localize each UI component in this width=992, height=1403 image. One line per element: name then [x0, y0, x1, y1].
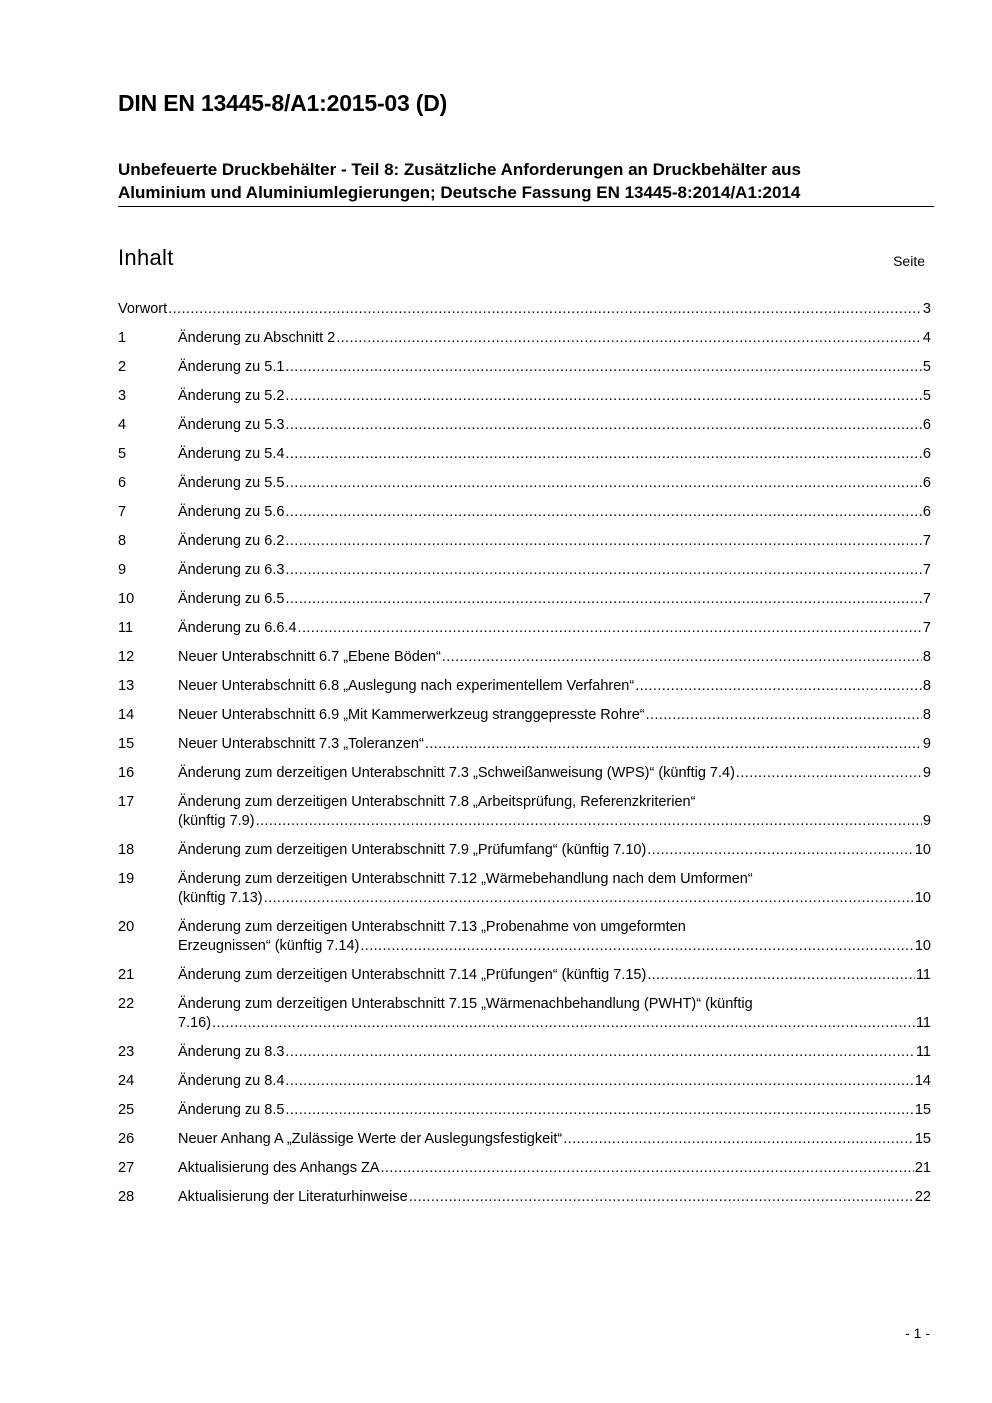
toc-entry-text-continued: (künftig 7.9) [178, 813, 255, 829]
toc-entry-text: Änderung zum derzeitigen Unterabschnitt 7.15 „Wärmenachbehandlung (PWHT)“ (künftig [178, 996, 753, 1012]
toc-entry-page: 6 [922, 475, 931, 491]
leader-dots [285, 532, 922, 551]
toc-entry-text: Änderung zu 8.5 [178, 1102, 285, 1118]
toc-entry[interactable] [118, 1072, 931, 1091]
toc-entry-vorwort[interactable] [118, 300, 931, 319]
toc-entry[interactable] [118, 1159, 931, 1178]
toc-entry-text: Änderung zum derzeitigen Unterabschnitt 7.12 „Wärmebehandlung nach dem Umformen“ [178, 871, 753, 887]
toc-entry-text: Aktualisierung des Anhangs ZA [178, 1160, 380, 1176]
toc-entry-number: 16 [118, 765, 135, 781]
toc-entry-page: 9 [922, 765, 931, 781]
toc-entry-page: 10 [914, 890, 931, 906]
toc-entry-text: Neuer Unterabschnitt 6.9 „Mit Kammerwerkzeug stranggepresste Rohre“ [178, 707, 645, 723]
toc-entry-text: Vorwort [118, 301, 168, 317]
toc-entry-text: Änderung zu 5.4 [178, 446, 285, 462]
toc-entry-text-continued: (künftig 7.13) [178, 890, 263, 906]
toc-entry[interactable] [118, 590, 931, 609]
toc-entry[interactable] [118, 764, 931, 783]
leader-dots [646, 706, 922, 725]
toc-entry-number: 19 [118, 871, 135, 887]
toc-entry-number: 11 [118, 620, 134, 636]
toc-entry-number: 20 [118, 919, 135, 935]
toc-entry-number: 23 [118, 1044, 135, 1060]
toc-entry-page: 7 [922, 591, 931, 607]
leader-dots [212, 1014, 915, 1033]
toc-entry-page: 5 [922, 388, 931, 404]
toc-entry-text: Änderung zum derzeitigen Unterabschnitt 7.13 „Probenahme von umgeformten [178, 919, 686, 935]
toc-entry-number: 5 [118, 446, 127, 462]
leader-dots [563, 1130, 914, 1149]
toc-entry-text: Änderung zu 6.6.4 [178, 620, 297, 636]
toc-entry-page: 7 [922, 620, 931, 636]
toc-entry[interactable] [118, 1130, 931, 1149]
leader-dots [285, 503, 922, 522]
toc-entry-number: 21 [118, 967, 135, 983]
subtitle-line: Aluminium und Aluminiumlegierungen; Deutsche Fassung EN 13445-8:2014/A1:2014 [118, 183, 801, 202]
leader-dots [168, 300, 922, 319]
leader-dots [647, 841, 914, 860]
leader-dots [409, 1188, 914, 1207]
toc-entry-number: 2 [118, 359, 127, 375]
leader-dots [647, 966, 915, 985]
toc-entry-page: 10 [914, 842, 931, 858]
toc-entry-page: 21 [914, 1160, 931, 1176]
toc-entry-text: Änderung zu 5.6 [178, 504, 285, 520]
toc-entry-number: 13 [118, 678, 135, 694]
toc-entry-number: 3 [118, 388, 127, 404]
toc-entry-text: Änderung zu 5.2 [178, 388, 285, 404]
toc-entry-page: 15 [914, 1102, 931, 1118]
leader-dots [336, 329, 922, 348]
toc-entry[interactable] [118, 561, 931, 580]
toc-entry-number: 1 [118, 330, 127, 346]
toc-entry-number: 25 [118, 1102, 135, 1118]
toc-entry[interactable] [118, 474, 931, 493]
toc-entry[interactable] [118, 648, 931, 667]
toc-entry-text: Änderung zu 5.1 [178, 359, 285, 375]
toc-entry-page: 9 [922, 736, 931, 752]
toc-entry-number: 10 [118, 591, 135, 607]
toc-entry-number: 12 [118, 649, 135, 665]
toc-entry[interactable] [118, 1188, 931, 1207]
toc-entry-number: 27 [118, 1160, 135, 1176]
toc-entry-text: Neuer Unterabschnitt 6.8 „Auslegung nach experimentellem Verfahren“ [178, 678, 635, 694]
toc-entry[interactable] [118, 793, 931, 831]
toc-entry[interactable] [118, 1043, 931, 1062]
toc-entry-page: 9 [922, 813, 931, 829]
toc-entry-number: 6 [118, 475, 127, 491]
leader-dots [635, 677, 922, 696]
toc-entry-text: Änderung zu Abschnitt 2 [178, 330, 336, 346]
toc-entry[interactable] [118, 918, 931, 956]
toc-entry[interactable] [118, 870, 931, 908]
leader-dots [285, 1043, 915, 1062]
toc-entry-page: 4 [922, 330, 931, 346]
toc-entry-page: 8 [922, 707, 931, 723]
toc-entry[interactable] [118, 706, 931, 725]
subtitle-line: Unbefeuerte Druckbehälter - Teil 8: Zusätzliche Anforderungen an Druckbehälter aus [118, 160, 801, 179]
toc-entry-number: 22 [118, 996, 135, 1012]
toc-entry-page: 8 [922, 678, 931, 694]
toc-entry[interactable] [118, 532, 931, 551]
toc-entry[interactable] [118, 966, 931, 985]
toc-entry-text: Änderung zum derzeitigen Unterabschnitt 7.3 „Schweißanweisung (WPS)“ (künftig 7.4) [178, 765, 735, 781]
leader-dots [285, 1072, 913, 1091]
leader-dots [442, 648, 922, 667]
page-number: - 1 - [905, 1325, 930, 1341]
toc-entry[interactable] [118, 387, 931, 406]
toc-heading: Inhalt [118, 245, 174, 270]
toc-entry-number: 28 [118, 1189, 135, 1205]
toc-entry[interactable] [118, 1101, 931, 1120]
toc-entry-number: 17 [118, 794, 135, 810]
toc-entry-text: Änderung zu 6.3 [178, 562, 285, 578]
toc-entry-page: 11 [915, 1044, 931, 1060]
toc-entry-number: 7 [118, 504, 127, 520]
toc-entry-page: 22 [914, 1189, 931, 1205]
leader-dots [736, 764, 922, 783]
toc-entry[interactable] [118, 503, 931, 522]
toc-entry-number: 18 [118, 842, 135, 858]
toc-entry-page: 11 [915, 967, 931, 983]
toc-entry-page: 3 [922, 301, 931, 317]
toc-entry-number: 4 [118, 417, 127, 433]
toc-entry-text: Änderung zu 6.5 [178, 591, 285, 607]
toc-entry-number: 15 [118, 736, 135, 752]
toc-entry[interactable] [118, 445, 931, 464]
toc-entry[interactable] [118, 619, 931, 638]
toc-entry-text: Neuer Anhang A „Zulässige Werte der Auslegungsfestigkeit“ [178, 1131, 563, 1147]
toc-entry-page: 7 [922, 533, 931, 549]
toc-entry-page: 5 [922, 359, 931, 375]
leader-dots [285, 474, 922, 493]
leader-dots [285, 387, 922, 406]
toc-entry-number: 26 [118, 1131, 135, 1147]
leader-dots [285, 445, 922, 464]
toc-entry[interactable] [118, 358, 931, 377]
toc-entry-text-continued: Erzeugnissen“ (künftig 7.14) [178, 938, 360, 954]
leader-dots [285, 561, 922, 580]
toc-entry-text-continued: 7.16) [178, 1015, 212, 1031]
toc-entry-text: Aktualisierung der Literaturhinweise [178, 1189, 408, 1205]
toc-entry-text: Änderung zu 6.2 [178, 533, 285, 549]
toc-entry[interactable] [118, 677, 931, 696]
toc-entry[interactable] [118, 416, 931, 435]
leader-dots [360, 937, 914, 956]
toc-entry[interactable] [118, 329, 931, 348]
leader-dots [285, 358, 922, 377]
toc-entry-text: Änderung zu 8.3 [178, 1044, 285, 1060]
toc-entry-page: 7 [922, 562, 931, 578]
toc-entry-text: Änderung zu 5.3 [178, 417, 285, 433]
toc-entry-page: 10 [914, 938, 931, 954]
toc-entry-number: 8 [118, 533, 127, 549]
leader-dots [285, 416, 922, 435]
toc-entry-page: 6 [922, 504, 931, 520]
leader-dots [285, 1101, 913, 1120]
toc-entry-text: Änderung zum derzeitigen Unterabschnitt 7.9 „Prüfumfang“ (künftig 7.10) [178, 842, 647, 858]
page-column-label: Seite [893, 253, 925, 269]
leader-dots [381, 1159, 914, 1178]
toc-entry-number: 9 [118, 562, 127, 578]
toc-entry-text: Änderung zum derzeitigen Unterabschnitt 7.14 „Prüfungen“ (künftig 7.15) [178, 967, 647, 983]
toc-entry-text: Änderung zu 5.5 [178, 475, 285, 491]
leader-dots [256, 812, 922, 831]
leader-dots [264, 889, 914, 908]
toc-entry[interactable] [118, 995, 931, 1033]
document-subtitle [118, 158, 934, 207]
toc-entry-page: 6 [922, 417, 931, 433]
toc-entry-page: 15 [914, 1131, 931, 1147]
toc-entry-page: 6 [922, 446, 931, 462]
toc-entry-text: Änderung zum derzeitigen Unterabschnitt 7.8 „Arbeitsprüfung, Referenzkriterien“ [178, 794, 696, 810]
leader-dots [425, 735, 922, 754]
toc-entry[interactable] [118, 735, 931, 754]
document-id-title: DIN EN 13445-8/A1:2015-03 (D) [118, 90, 448, 116]
toc-entry-text: Neuer Unterabschnitt 7.3 „Toleranzen“ [178, 736, 424, 752]
toc-entry-number: 14 [118, 707, 135, 723]
toc-entry-text: Neuer Unterabschnitt 6.7 „Ebene Böden“ [178, 649, 441, 665]
toc-entry-text: Änderung zu 8.4 [178, 1073, 285, 1089]
toc-entry[interactable] [118, 841, 931, 860]
leader-dots [285, 590, 922, 609]
toc-entry-page: 14 [914, 1073, 931, 1089]
table-of-contents [118, 300, 931, 1217]
toc-entry-page: 8 [922, 649, 931, 665]
toc-entry-number: 24 [118, 1073, 135, 1089]
toc-entry-page: 11 [915, 1015, 931, 1031]
leader-dots [298, 619, 922, 638]
